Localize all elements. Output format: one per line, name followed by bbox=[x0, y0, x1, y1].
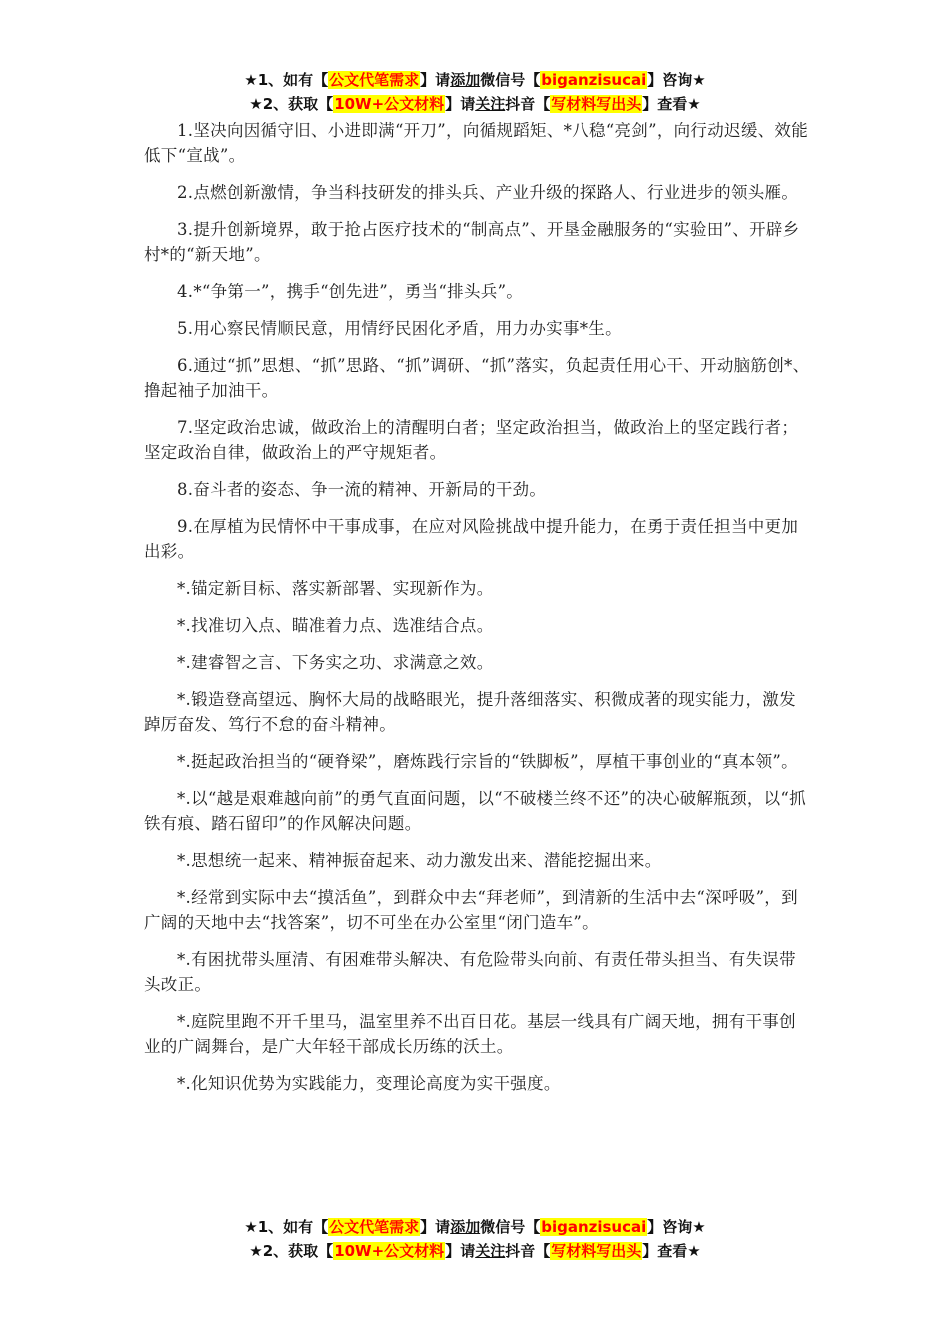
paragraph-15: *.以“越是艰难越向前”的勇气直面问题，以“不破楼兰终不还”的决心破解瓶颈，以“抓铁有痕、踏石留印”的作风解决问题。 bbox=[144, 789, 806, 833]
paragraph-18: *.有困扰带头厘清、有困难带头解决、有危险带头向前、有责任带头担当、有失误带头改正。 bbox=[144, 950, 796, 994]
highlight-service: 公文代笔需求 bbox=[329, 1218, 420, 1236]
underlined-text: 添加 bbox=[450, 1218, 481, 1236]
banner-text: 微信号【 bbox=[480, 1218, 541, 1236]
paragraph-13: *.锻造登高望远、胸怀大局的战略眼光，提升落细落实、积微成著的现实能力，激发踔厉奋发、笃行不怠的奋斗精神。 bbox=[144, 690, 796, 734]
banner-text: ★2、获取【 bbox=[249, 1242, 334, 1260]
paragraph-17: *.经常到实际中去“摸活鱼”，到群众中去“拜老师”，到清新的生活中去“深呼吸”，到广阔的天地中去“找答案”，切不可坐在办公室里“闭门造车”。 bbox=[144, 888, 798, 932]
highlight-materials: 10W+公文材料 bbox=[334, 1242, 445, 1260]
highlight-douyin-account: 写材料写出头 bbox=[551, 1242, 642, 1260]
underlined-text: 关注 bbox=[475, 1242, 506, 1260]
paragraph-12: *.建睿智之言、下务实之功、求满意之效。 bbox=[177, 653, 494, 672]
banner-text: ★1、如有【 bbox=[244, 71, 329, 89]
paragraph-20: *.化知识优势为实践能力，变理论高度为实干强度。 bbox=[177, 1074, 561, 1093]
banner-line-1 bbox=[0, 1215, 950, 1239]
banner-text: 抖音【 bbox=[505, 95, 551, 113]
underlined-text: 关注 bbox=[475, 95, 506, 113]
banner-text: ★2、获取【 bbox=[249, 95, 334, 113]
paragraph-4: 4.*“争第一”，携手“创先进”，勇当“排头兵”。 bbox=[177, 282, 524, 301]
bottom-banner bbox=[0, 1215, 950, 1263]
paragraph-7: 7.坚定政治忠诚，做政治上的清醒明白者；坚定政治担当，做政治上的坚定践行者；坚定政治自律，做政治上的严守规矩者。 bbox=[144, 418, 799, 462]
banner-line-2 bbox=[0, 1239, 950, 1263]
banner-text: 微信号【 bbox=[480, 71, 541, 89]
paragraph-16: *.思想统一起来、精神振奋起来、动力激发出来、潜能挖掘出来。 bbox=[177, 851, 662, 870]
banner-text: ★1、如有【 bbox=[244, 1218, 329, 1236]
highlight-materials: 10W+公文材料 bbox=[334, 95, 445, 113]
paragraph-5: 5.用心察民情顺民意，用情纾民困化矛盾，用力办实事*生。 bbox=[177, 319, 622, 338]
paragraph-8: 8.奋斗者的姿态、争一流的精神、开新局的干劲。 bbox=[177, 480, 547, 499]
paragraph-1: 1.坚决向因循守旧、小进即满“开刀”，向循规蹈矩、*八稳“亮剑”，向行动迟缓、效能低下“宣战”。 bbox=[144, 121, 809, 165]
paragraph-3: 3.提升创新境界，敢于抢占医疗技术的“制高点”、开垦金融服务的“实验田”、开辟乡村*的“新天地”。 bbox=[144, 220, 800, 264]
banner-text: 】请 bbox=[420, 71, 451, 89]
banner-text: 抖音【 bbox=[505, 1242, 551, 1260]
banner-text: 】请 bbox=[445, 1242, 476, 1260]
banner-line-2 bbox=[0, 92, 950, 116]
paragraph-9: 9.在厚植为民情怀中干事成事，在应对风险挑战中提升能力，在勇于责任担当中更加出彩。 bbox=[144, 517, 799, 561]
paragraph-6: 6.通过“抓”思想、“抓”思路、“抓”调研、“抓”落实，负起责任用心干、开动脑筋创*、撸起袖子加油干。 bbox=[144, 356, 810, 400]
highlight-douyin-account: 写材料写出头 bbox=[551, 95, 642, 113]
banner-text: 】请 bbox=[420, 1218, 451, 1236]
paragraph-2: 2.点燃创新激情，争当科技研发的排头兵、产业升级的探路人、行业进步的领头雁。 bbox=[177, 183, 799, 202]
document-body bbox=[144, 118, 812, 1108]
banner-text: 】查看★ bbox=[642, 95, 701, 113]
paragraph-10: *.锚定新目标、落实新部署、实现新作为。 bbox=[177, 579, 494, 598]
banner-text: 】查看★ bbox=[642, 1242, 701, 1260]
paragraph-11: *.找准切入点、瞄准着力点、选准结合点。 bbox=[177, 616, 494, 635]
top-banner bbox=[0, 68, 950, 116]
paragraph-19: *.庭院里跑不开千里马，温室里养不出百日花。基层一线具有广阔天地，拥有干事创业的广阔舞台，是广大年轻干部成长历练的沃土。 bbox=[144, 1012, 796, 1056]
banner-line-1 bbox=[0, 68, 950, 92]
banner-text: 】咨询★ bbox=[647, 1218, 706, 1236]
highlight-wechat-id: biganzisucai bbox=[541, 71, 647, 89]
highlight-wechat-id: biganzisucai bbox=[541, 1218, 647, 1236]
banner-text: 】咨询★ bbox=[647, 71, 706, 89]
highlight-service: 公文代笔需求 bbox=[329, 71, 420, 89]
underlined-text: 添加 bbox=[450, 71, 481, 89]
banner-text: 】请 bbox=[445, 95, 476, 113]
paragraph-14: *.挺起政治担当的“硬脊梁”，磨炼践行宗旨的“铁脚板”，厚植干事创业的“真本领”。 bbox=[177, 752, 798, 771]
